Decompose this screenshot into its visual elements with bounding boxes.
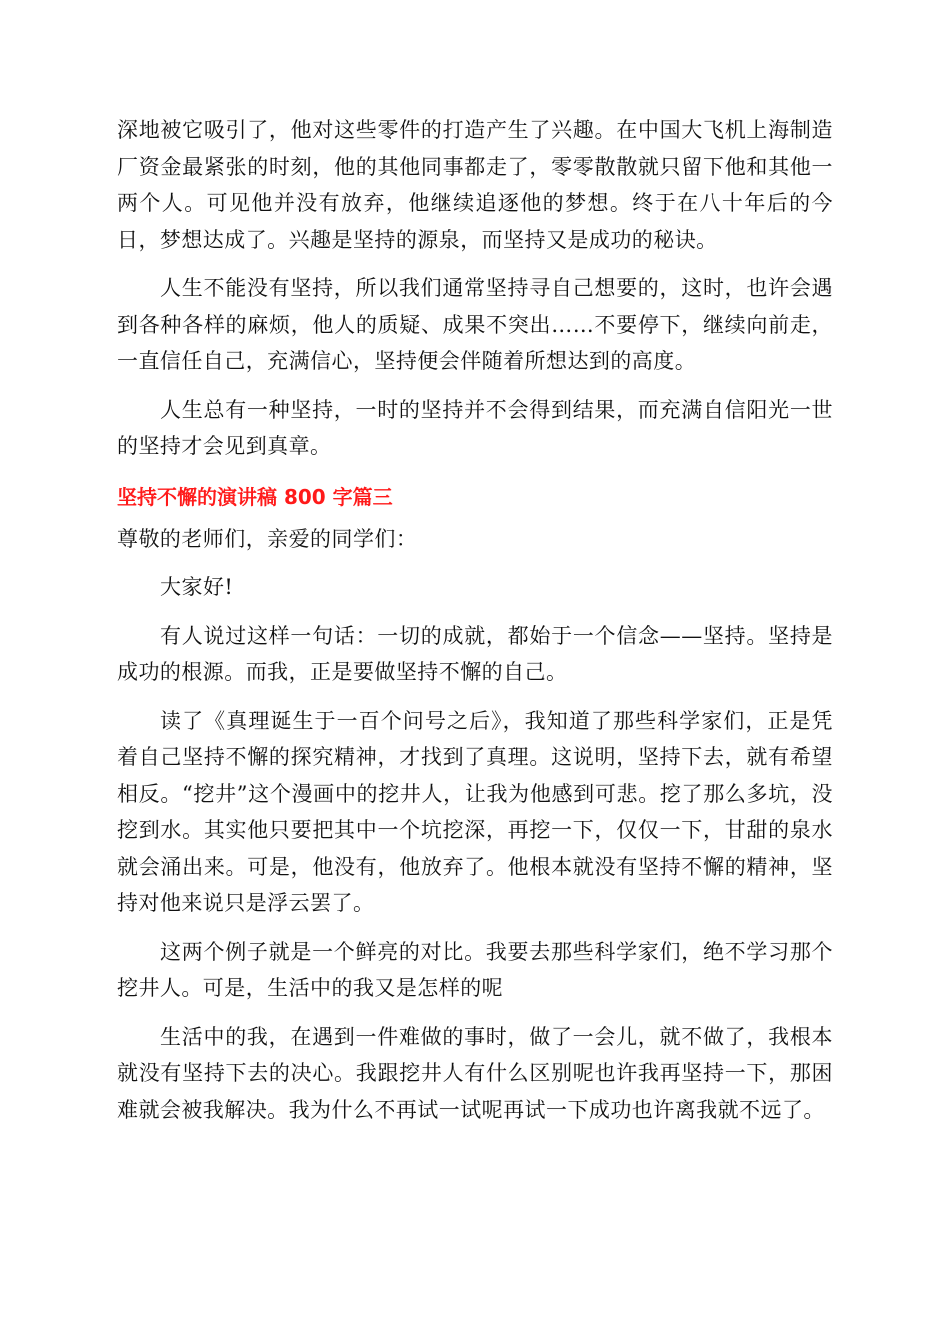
- paragraph: 有人说过这样一句话：一切的成就，都始于一个信念——坚持。坚持是成功的根源。而我，正是要做坚持不懈的自己。: [117, 623, 833, 684]
- paragraph: 这两个例子就是一个鲜亮的对比。我要去那些科学家们，绝不学习那个挖井人。可是，生活中的我又是怎样的呢: [117, 939, 833, 1000]
- paragraph: 生活中的我，在遇到一件难做的事时，做了一会儿，就不做了，我根本就没有坚持下去的决心。我跟挖井人有什么区别呢也许我再坚持一下，那困难就会被我解决。我为什么不再试一试呢再试一下成功也许离我就不远了。: [117, 1024, 833, 1122]
- section-title: 坚持不懈的演讲稿 800 字篇三: [117, 484, 393, 509]
- document-page: [117, 112, 833, 1140]
- paragraph: 人生总有一种坚持，一时的坚持并不会得到结果，而充满自信阳光一世的坚持才会见到真章。: [117, 397, 833, 458]
- paragraph: 人生不能没有坚持，所以我们通常坚持寻自己想要的，这时，也许会遇到各种各样的麻烦，他人的质疑、成果不突出……不要停下，继续向前走，一直信任自己，充满信心，坚持便会伴随着所想达到的高度。: [117, 276, 833, 373]
- paragraph-continuation: 深地被它吸引了，他对这些零件的打造产生了兴趣。在中国大飞机上海制造厂资金最紧张的时刻，他的其他同事都走了，零零散散就只留下他和其他一两个人。可见他并没有放弃，他继续追逐他的梦想。终于在八十年后的今日，梦想达成了。兴趣是坚持的源泉，而坚持又是成功的秘诀。: [117, 118, 833, 252]
- paragraph: 读了《真理诞生于一百个问号之后》，我知道了那些科学家们，正是凭着自己坚持不懈的探究精神，才找到了真理。这说明，坚持下去，就有希望相反。“挖井”这个漫画中的挖井人，让我为他感到可悲。挖了那么多坑，没挖到水。其实他只要把其中一个坑挖深，再挖一下，仅仅一下，甘甜的泉水就会涌出来。可是，他没有，他放弃了。他根本就没有坚持不懈的精神，坚持对他来说只是浮云罢了。: [117, 708, 833, 915]
- greeting: 大家好!: [160, 575, 234, 599]
- salutation: 尊敬的老师们，亲爱的同学们：: [117, 526, 418, 551]
